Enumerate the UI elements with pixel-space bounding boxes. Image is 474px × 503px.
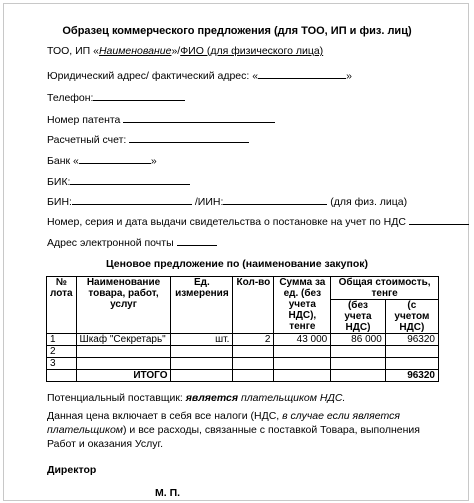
cell-sum	[274, 346, 331, 358]
cell-name	[76, 358, 171, 370]
patent-blank	[123, 113, 275, 123]
cell-sum: 43 000	[274, 334, 331, 346]
phone-blank	[93, 91, 185, 101]
org-line: ТОО, ИП «Наименование»/ФИО (для физического лица)	[47, 45, 324, 57]
cell-total-vat: 96320	[385, 334, 438, 346]
col-header-unit: Ед. измерения	[171, 277, 233, 334]
cell-num: 3	[47, 358, 77, 370]
cell-name: Шкаф "Секретарь"	[76, 334, 171, 346]
table-header-row	[47, 277, 439, 300]
table-row	[47, 346, 439, 358]
bin-blank	[72, 195, 192, 205]
price-note: Данная цена включает в себя все налоги (НДС, в случае если является плательщиком) и все расходы, связанные с поставкой Товара, выполнения Работ и оказания Услуг.	[47, 410, 420, 450]
vat-cert-line: Номер, серия и дата выдачи свидетельства о постановке на учет по НДС	[47, 215, 469, 228]
patent-line: Номер патента	[47, 113, 275, 126]
cell-qty	[233, 346, 274, 358]
email-line: Адрес электронной почты	[47, 236, 217, 249]
cell-name	[76, 346, 171, 358]
cell-total-no-vat: 86 000	[331, 334, 386, 346]
vat-cert-blank	[409, 215, 469, 225]
col-header-name: Наименование товара, работ, услуг	[76, 277, 171, 334]
col-header-total-no-vat: (без учета НДС)	[331, 300, 386, 334]
total-value: 96320	[385, 370, 438, 382]
iin-blank	[223, 195, 327, 205]
cell-sum	[274, 358, 331, 370]
cell-unit: шт.	[171, 334, 233, 346]
bin-line: БИН: /ИИН: (для физ. лица)	[47, 196, 408, 208]
address-line: Юридический адрес/ фактический адрес: « »	[47, 70, 352, 82]
document-title: Образец коммерческого предложения (для ТОО, ИП и физ. лиц)	[62, 25, 412, 37]
price-table	[46, 276, 439, 382]
col-header-total-vat: (с учетом НДС)	[385, 300, 438, 334]
email-blank	[177, 236, 217, 246]
bank-line: Банк « »	[47, 155, 157, 167]
col-header-num: № лота	[47, 277, 77, 334]
cell-qty: 2	[233, 334, 274, 346]
cell-unit	[171, 358, 233, 370]
bik-blank	[70, 175, 190, 185]
bik-line: БИК:	[47, 175, 190, 188]
account-blank	[129, 133, 249, 143]
vat-payer-status: является	[185, 392, 239, 404]
phone-line: Телефон:	[47, 91, 185, 104]
cell-num: 1	[47, 334, 77, 346]
cell-unit	[171, 346, 233, 358]
table-total-row	[47, 370, 439, 382]
table-row	[47, 334, 439, 346]
org-fio: ФИО (для физического лица)	[180, 45, 324, 57]
cell-num: 2	[47, 346, 77, 358]
account-line: Расчетный счет:	[47, 133, 249, 146]
vat-payer-line: Потенциальный поставщик: является плательщиком НДС.	[47, 392, 346, 404]
table-title: Ценовое предложение по (наименование закупок)	[105, 258, 369, 270]
cell-qty	[233, 358, 274, 370]
director-label: Директор	[47, 464, 97, 476]
col-header-qty: Кол-во	[233, 277, 274, 334]
col-header-total: Общая стоимость, тенге	[331, 277, 439, 300]
cell-total-no-vat	[331, 358, 386, 370]
total-label: ИТОГО	[76, 370, 171, 382]
col-header-sum: Сумма за ед. (без учета НДС), тенге	[274, 277, 331, 334]
cell-total-vat	[385, 346, 438, 358]
cell-total-vat	[385, 358, 438, 370]
bank-blank	[79, 154, 151, 164]
address-blank	[258, 69, 346, 79]
cell-total-no-vat	[331, 346, 386, 358]
org-name: Наименование	[98, 45, 172, 57]
stamp-label: М. П.	[155, 487, 181, 499]
table-row	[47, 358, 439, 370]
